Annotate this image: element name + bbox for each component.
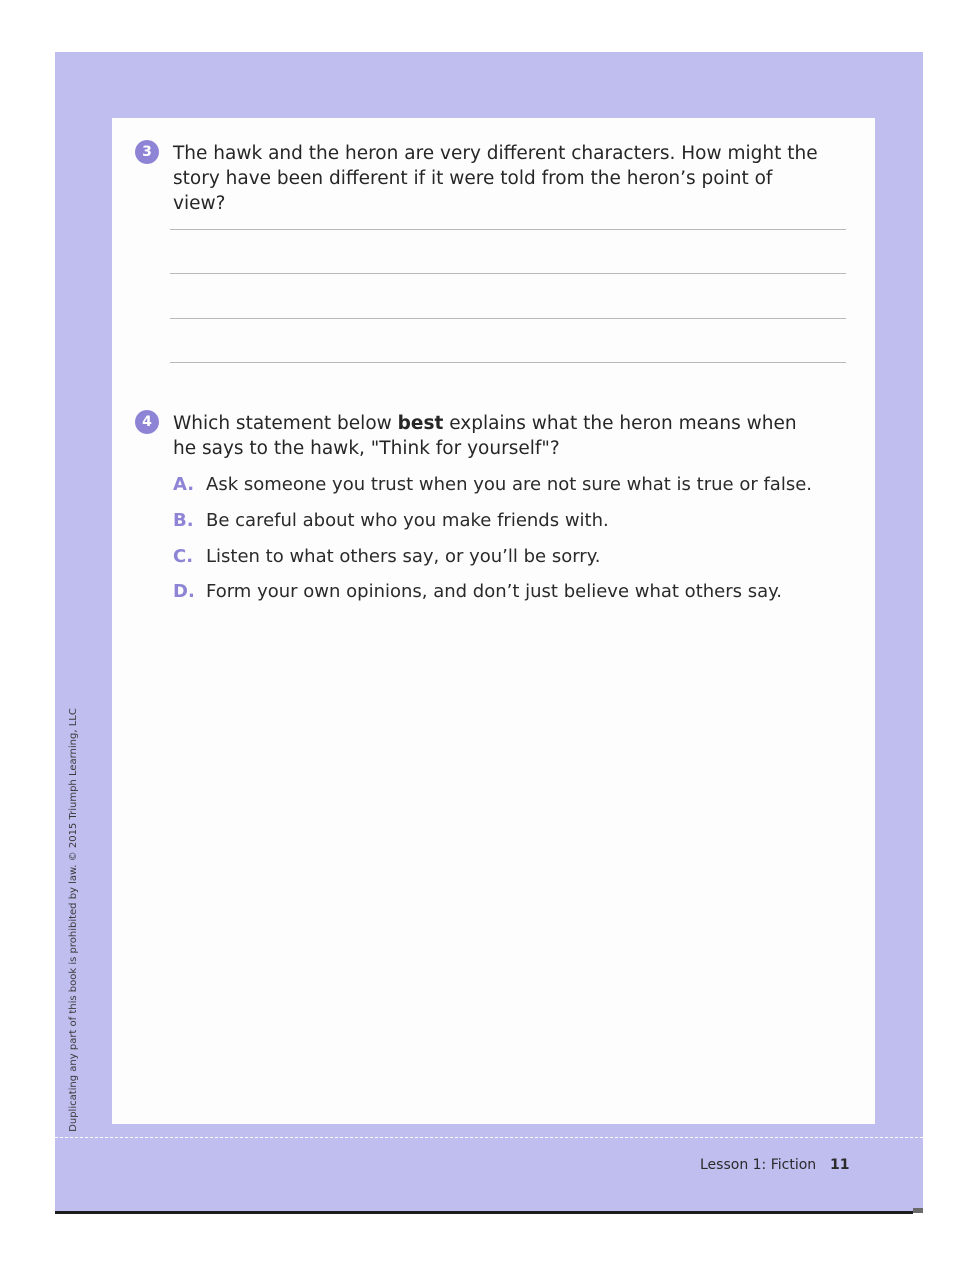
choice-d-text: Form your own opinions, and don’t just believe what others say. — [206, 581, 782, 602]
choice-d-letter: D. — [173, 581, 195, 602]
question-3-prompt: The hawk and the heron are very different characters. How might the story have been different if it were told from the heron’s point of view? — [173, 143, 818, 214]
choice-c-text: Listen to what others say, or you’ll be sorry. — [206, 546, 601, 567]
choice-c[interactable] — [173, 544, 833, 570]
answer-line-4[interactable] — [170, 362, 846, 363]
choice-a-letter: A. — [173, 474, 195, 495]
lesson-label: Lesson 1: Fiction — [700, 1157, 817, 1173]
question-4-prompt-start: Which statement below — [173, 413, 398, 434]
page-number: 11 — [830, 1157, 850, 1173]
choice-b-letter: B. — [173, 510, 194, 531]
scan-edge — [55, 1211, 913, 1214]
question-4-prompt — [173, 411, 823, 461]
choice-a[interactable] — [173, 472, 833, 498]
choice-c-letter: C. — [173, 546, 194, 567]
choice-b-text: Be careful about who you make friends with. — [206, 510, 609, 531]
footer-dashed-rule — [55, 1137, 923, 1138]
answer-line-1[interactable] — [170, 229, 846, 230]
copyright-text: Duplicating any part of this book is prohibited by law. © 2015 Triumph Learning, LLC — [68, 708, 79, 1132]
question-4-number-badge: 4 — [135, 410, 159, 434]
question-4-emphasis: best — [397, 413, 444, 434]
question-3-number-badge: 3 — [135, 140, 159, 164]
choice-b[interactable] — [173, 508, 833, 534]
scan-edge-mark — [913, 1208, 923, 1213]
question-4-prompt-end: explains what the heron means when he says to the hawk, "Think for yourself"? — [173, 413, 797, 459]
worksheet-panel — [112, 118, 875, 1124]
choice-d[interactable] — [173, 579, 833, 605]
answer-line-3[interactable] — [170, 318, 846, 319]
answer-line-2[interactable] — [170, 273, 846, 274]
choice-a-text: Ask someone you trust when you are not sure what is true or false. — [206, 474, 812, 495]
